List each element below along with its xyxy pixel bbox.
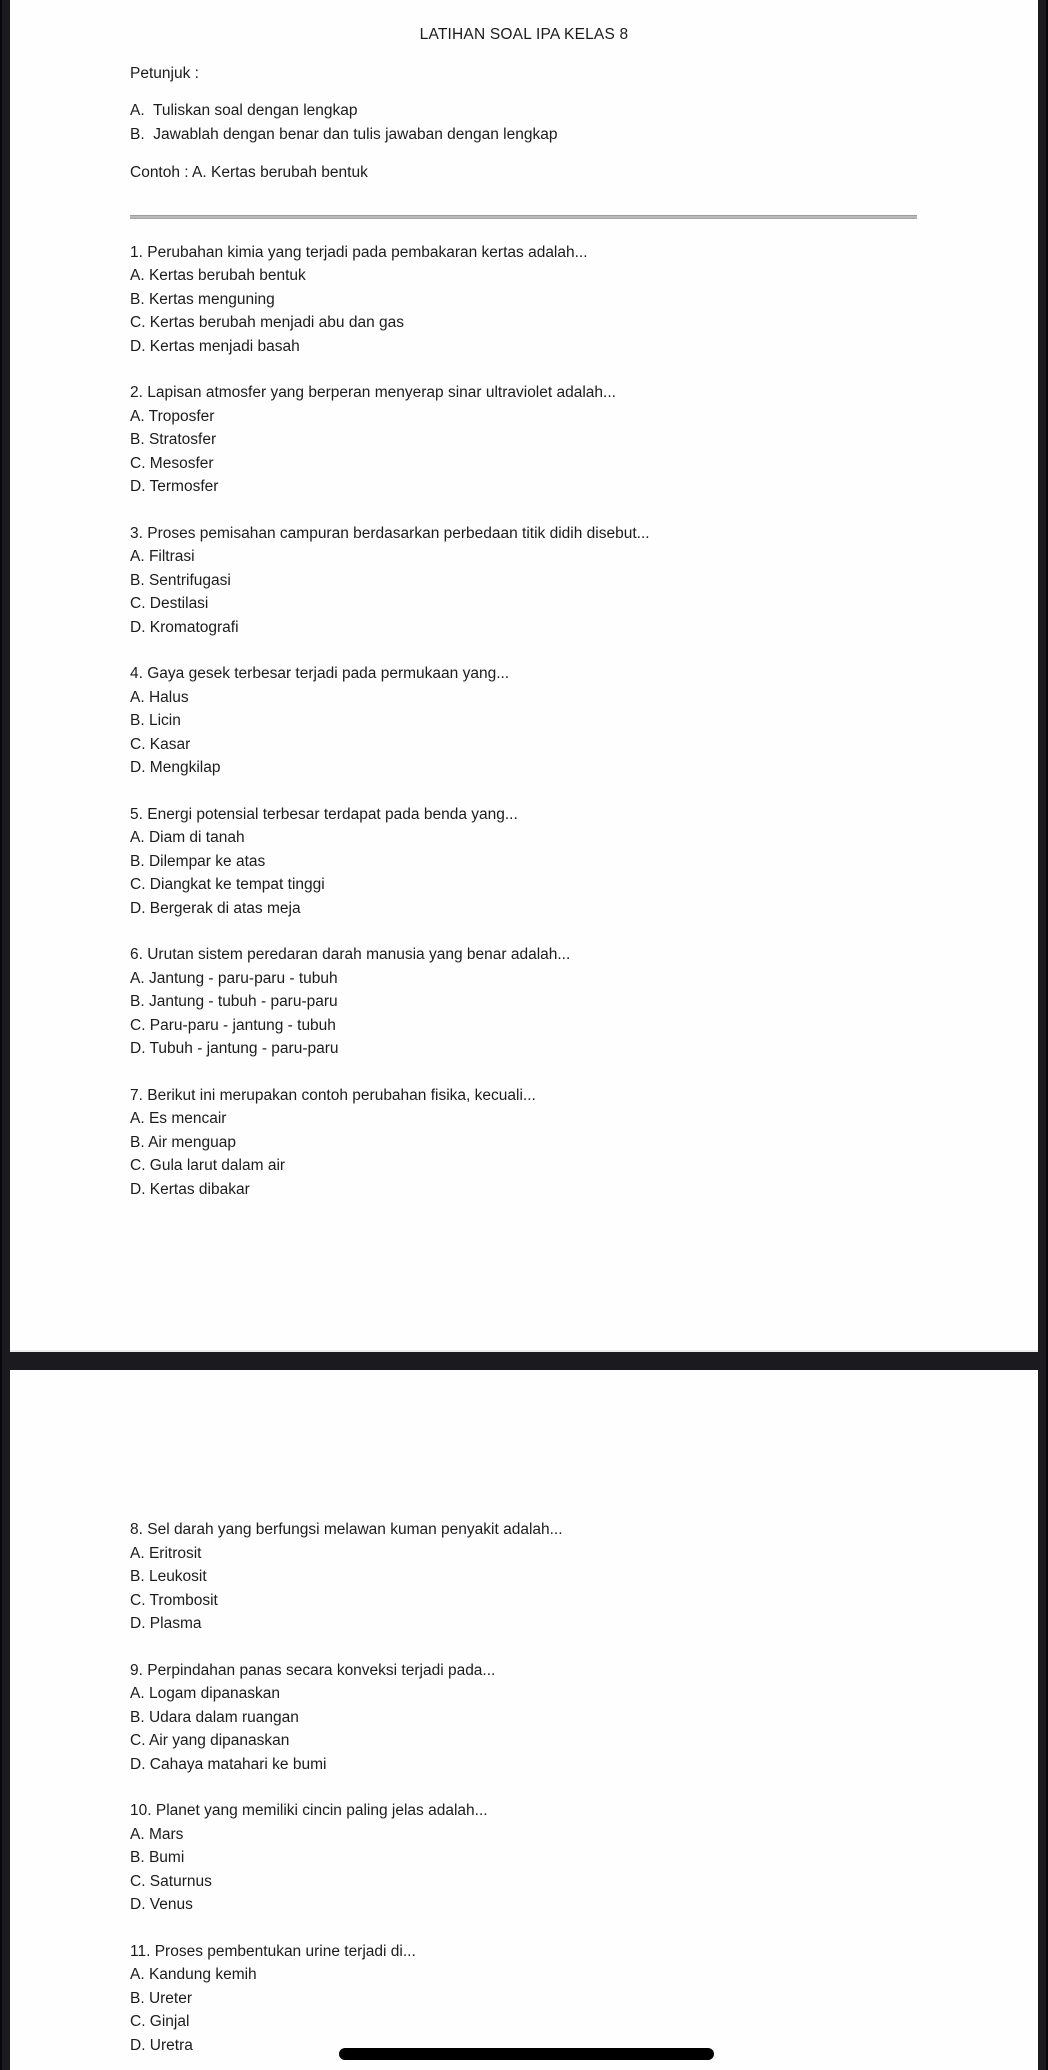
- question-block: [130, 1940, 938, 2058]
- questions-page-1: [130, 241, 938, 1202]
- document-page-1: [10, 0, 1038, 1352]
- question-text: 11. Proses pembentukan urine terjadi di...: [130, 1942, 416, 1960]
- example-line: Contoh : A. Kertas berubah bentuk: [130, 164, 368, 181]
- answer-option: D. Plasma: [130, 1615, 202, 1632]
- question-text: 5. Energi potensial terbesar terdapat pada benda yang...: [130, 805, 518, 823]
- question-text: 8. Sel darah yang berfungsi melawan kuman penyakit adalah...: [130, 1521, 563, 1538]
- answer-option: D. Venus: [130, 1896, 193, 1913]
- answer-option: B. Licin: [130, 712, 181, 729]
- answer-option: A. Mars: [130, 1825, 184, 1843]
- section-divider: [130, 215, 917, 219]
- answer-option: D. Kromatografi: [130, 618, 239, 636]
- answer-option: B. Jantung - tubuh - paru-paru: [130, 993, 338, 1010]
- answer-option: C. Air yang dipanaskan: [130, 1732, 290, 1749]
- answer-option: C. Diangkat ke tempat tinggi: [130, 876, 325, 893]
- question-text: 7. Berikut ini merupakan contoh perubahan fisika, kecuali...: [130, 1086, 536, 1104]
- answer-option: C. Kertas berubah menjadi abu dan gas: [130, 314, 405, 331]
- answer-option: D. Bergerak di atas meja: [130, 899, 301, 917]
- question-block: [130, 241, 938, 359]
- answer-option: D. Kertas dibakar: [130, 1180, 250, 1198]
- answer-option: A. Jantung - paru-paru - tubuh: [130, 969, 338, 987]
- questions-page-2: [130, 1370, 938, 2057]
- question-block: [130, 662, 938, 780]
- answer-option: D. Mengkilap: [130, 759, 221, 776]
- answer-option: C. Paru-paru - jantung - tubuh: [130, 1016, 336, 1034]
- answer-option: B. Ureter: [130, 1989, 193, 2007]
- answer-option: B. Bumi: [130, 1849, 185, 1866]
- answer-option: C. Mesosfer: [130, 454, 214, 472]
- answer-option: C. Destilasi: [130, 595, 209, 612]
- question-block: [130, 1518, 938, 1636]
- answer-option: B. Sentrifugasi: [130, 571, 231, 589]
- question-text: 3. Proses pemisahan campuran berdasarkan perbedaan titik didih disebut...: [130, 524, 650, 542]
- document-page-2: [10, 1370, 1038, 2070]
- document-title: LATIHAN SOAL IPA KELAS 8: [419, 26, 629, 43]
- answer-option: A. Kandung kemih: [130, 1966, 257, 1983]
- answer-option: B. Leukosit: [130, 1568, 207, 1585]
- answer-option: A. Logam dipanaskan: [130, 1685, 280, 1702]
- instructions-list: [130, 99, 938, 146]
- answer-option: C. Trombosit: [130, 1591, 218, 1609]
- answer-option: D. Cahaya matahari ke bumi: [130, 1755, 327, 1773]
- answer-option: B. Kertas menguning: [130, 290, 275, 308]
- question-text: 9. Perpindahan panas secara konveksi terjadi pada...: [130, 1661, 496, 1679]
- answer-option: A. Troposfer: [130, 407, 215, 425]
- question-block: [130, 1799, 938, 1917]
- answer-option: A. Kertas berubah bentuk: [130, 267, 306, 284]
- answer-option: D. Uretra: [130, 2036, 193, 2054]
- question-block: [130, 522, 938, 640]
- answer-option: C. Gula larut dalam air: [130, 1157, 286, 1174]
- answer-option: B. Stratosfer: [130, 431, 217, 448]
- question-text: 6. Urutan sistem peredaran darah manusia yang benar adalah...: [130, 946, 571, 963]
- question-text: 1. Perubahan kimia yang terjadi pada pembakaran kertas adalah...: [130, 243, 588, 261]
- home-indicator[interactable]: [339, 2048, 714, 2060]
- question-block: [130, 381, 938, 499]
- answer-option: D. Kertas menjadi basah: [130, 337, 300, 355]
- answer-option: C. Ginjal: [130, 2013, 190, 2030]
- answer-option: A. Diam di tanah: [130, 829, 245, 846]
- question-block: [130, 1084, 938, 1202]
- instruction-item: A. Tuliskan soal dengan lengkap: [130, 102, 358, 119]
- answer-option: A. Halus: [130, 688, 189, 706]
- question-block: [130, 803, 938, 921]
- answer-option: B. Air menguap: [130, 1133, 236, 1151]
- answer-option: A. Es mencair: [130, 1110, 227, 1127]
- answer-option: A. Eritrosit: [130, 1544, 202, 1562]
- answer-option: D. Tubuh - jantung - paru-paru: [130, 1040, 339, 1057]
- question-text: 10. Planet yang memiliki cincin paling jelas adalah...: [130, 1802, 488, 1819]
- instructions-heading: Petunjuk :: [130, 64, 199, 82]
- question-text: 4. Gaya gesek terbesar terjadi pada permukaan yang...: [130, 665, 510, 682]
- answer-option: C. Kasar: [130, 735, 191, 753]
- answer-option: A. Filtrasi: [130, 548, 195, 565]
- answer-option: B. Udara dalam ruangan: [130, 1708, 299, 1726]
- answer-option: D. Termosfer: [130, 478, 219, 495]
- answer-option: B. Dilempar ke atas: [130, 852, 266, 870]
- question-block: [130, 943, 938, 1061]
- answer-option: C. Saturnus: [130, 1872, 212, 1890]
- question-text: 2. Lapisan atmosfer yang berperan menyerap sinar ultraviolet adalah...: [130, 384, 616, 401]
- instruction-item: B. Jawablah dengan benar dan tulis jawaban dengan lengkap: [130, 125, 558, 143]
- question-block: [130, 1659, 938, 1777]
